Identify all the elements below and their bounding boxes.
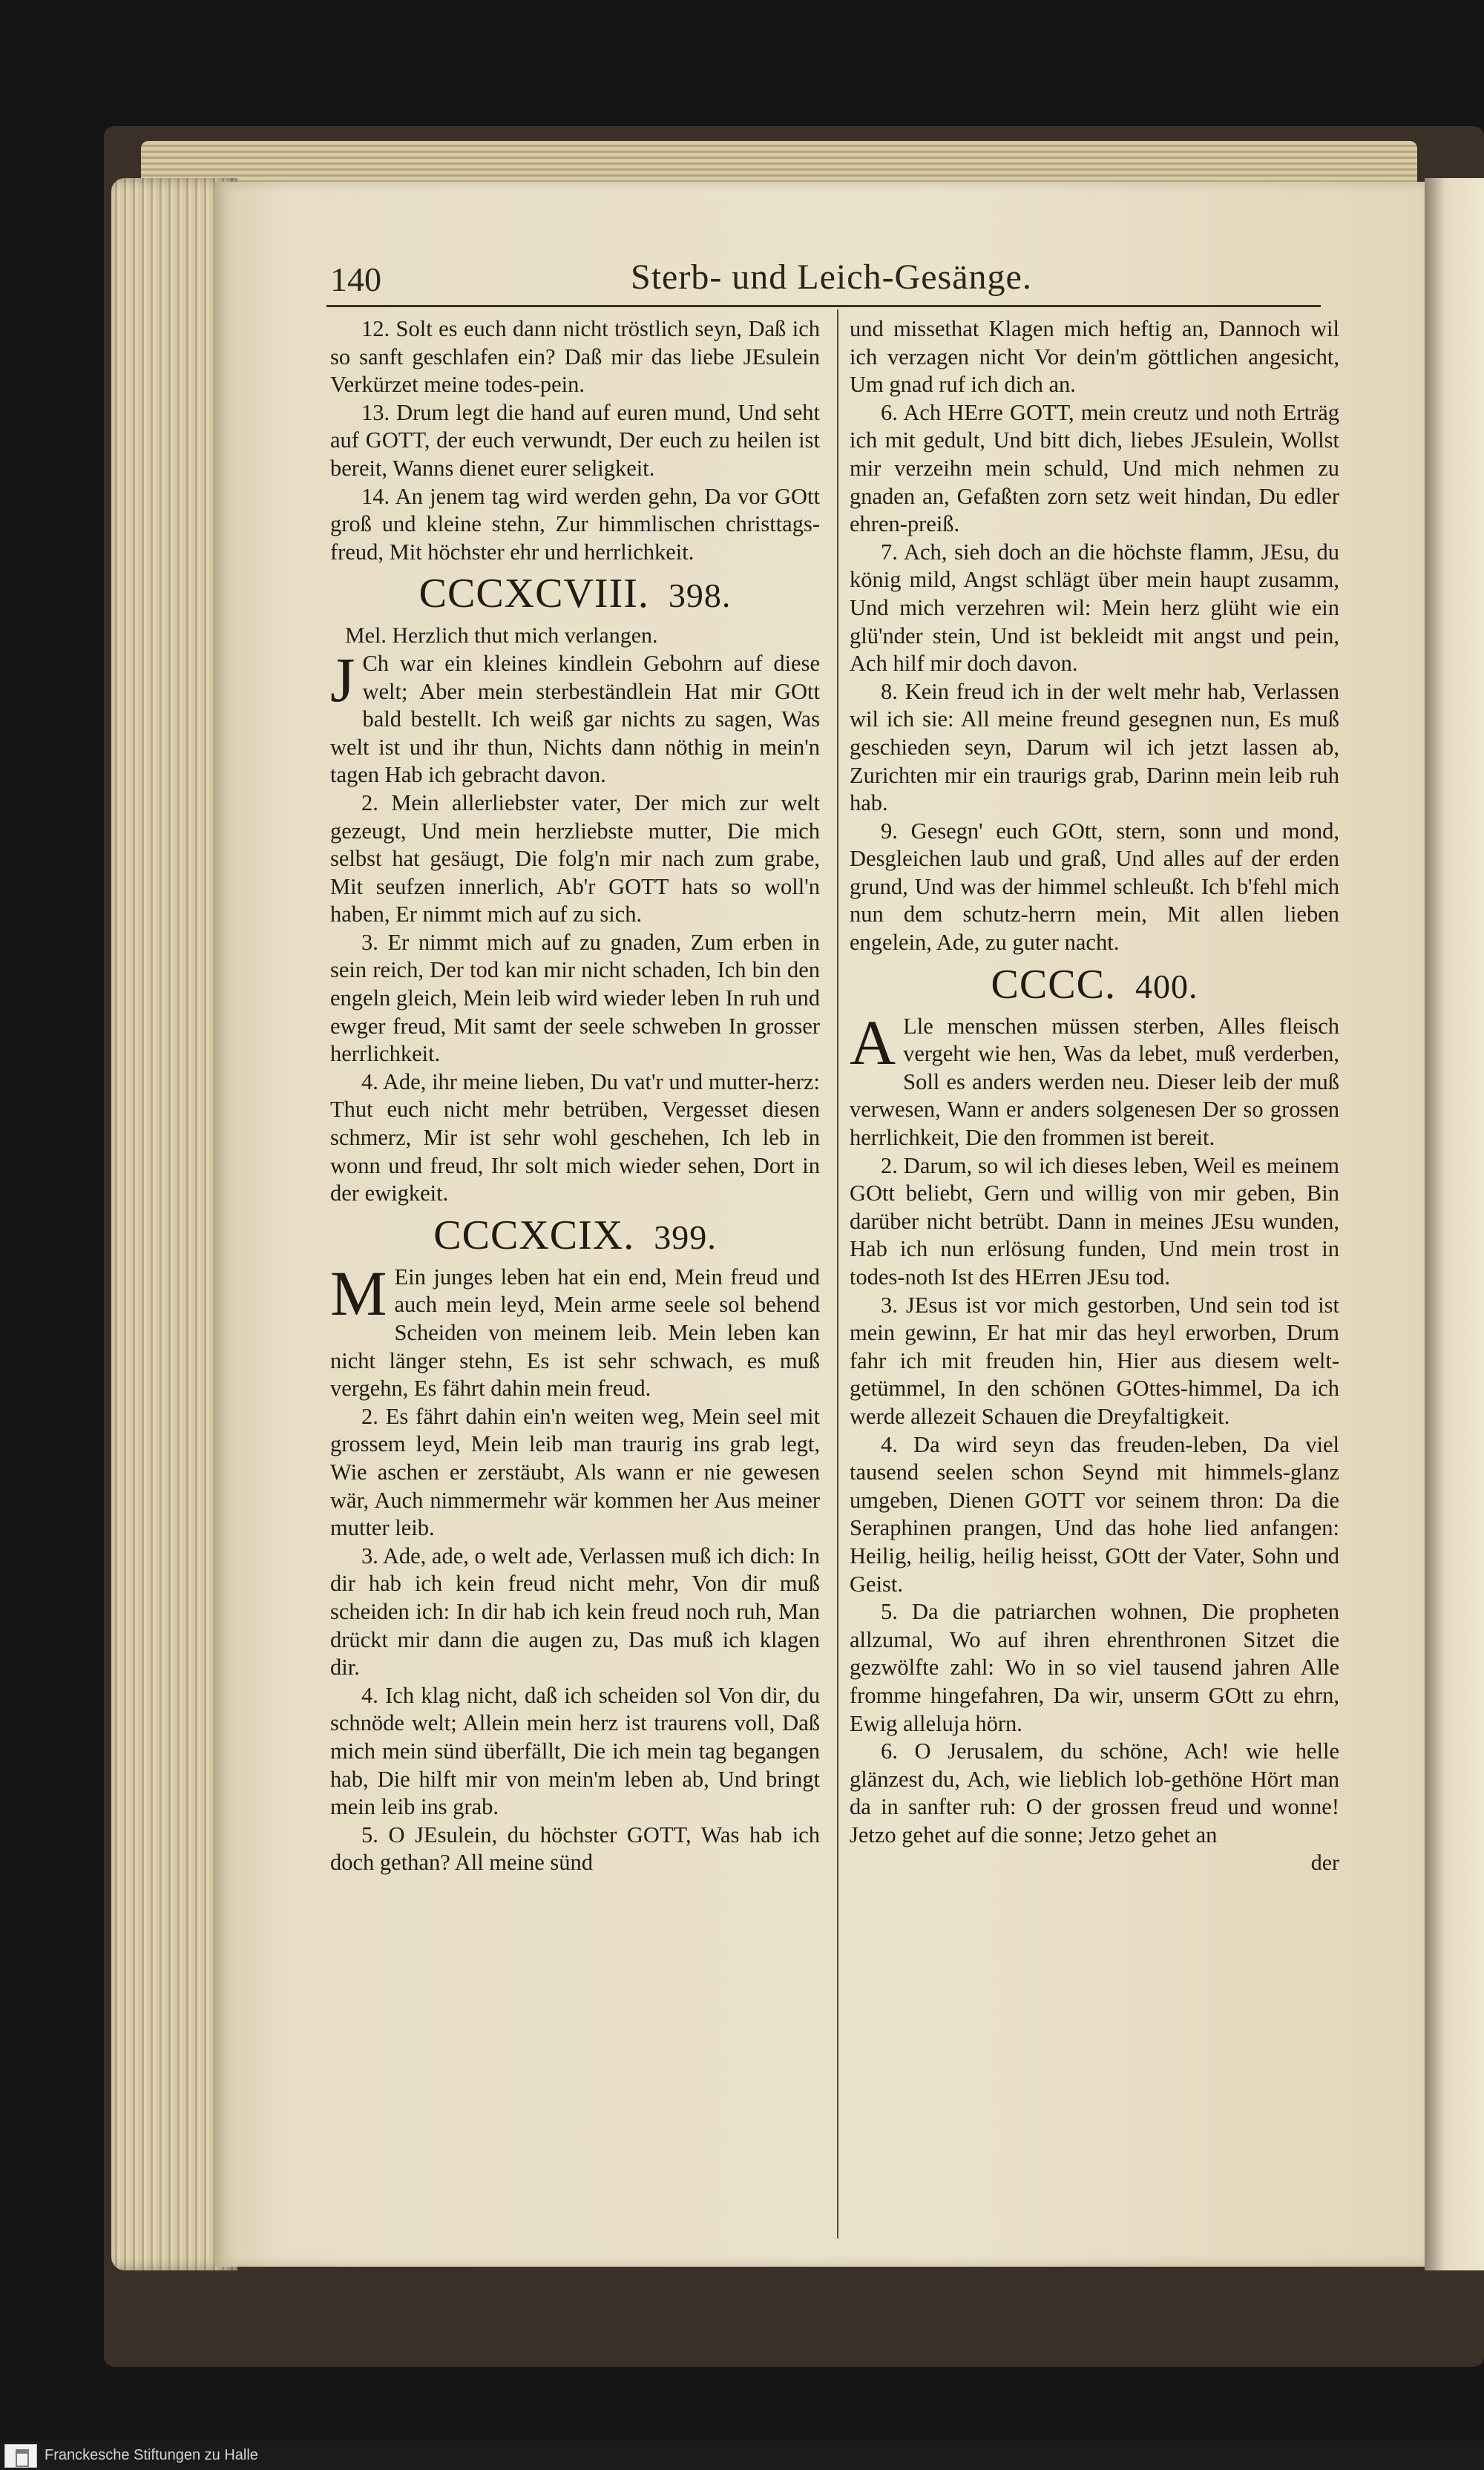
drop-cap: M (330, 1257, 387, 1329)
verse-13: 13. Drum legt die hand auf euren mund, Und seht auf GOTT, der euch verwundt, Der euch zu heilen ist bereit, Wanns dienet eurer seligkeit. (330, 399, 820, 481)
hymn-398-verse-3: 3. Er nimmt mich auf zu gnaden, Zum erben in sein reich, Der tod kan mir nicht schaden, Ich bin den engeln gleich, Mein leib wird wieder leben In ruh und ewger freud, Mit samt der seele schweben In grosser herrlichkeit. (330, 929, 820, 1067)
verse-12: 12. Solt es euch dann nicht tröstlich seyn, Daß ich so sanft geschlafen ein? Daß mir das liebe JEsulein Verkürzet meine todes-pein. (330, 316, 820, 398)
hymn-number-400 (850, 960, 1339, 1011)
hymn-400-verse-4: 4. Da wird seyn das freuden-leben, Da viel tausend seelen schon Seynd mit himmels-glanz umgeben, Dienen GOTT vor seinem thron: Da die Seraphinen prangen, Und das hohe lied anfangen: Heilig, heilig, heilig heisst, GOtt der Vater, Sohn und Geist. (850, 1431, 1339, 1597)
hymn-399-verse-3: 3. Ade, ade, o welt ade, Verlassen muß ich dich: In dir hab ich kein freud nicht mehr, Von dir muß scheiden ich: In dir hab ich kein freud noch ruh, Man drückt mir dann die augen zu, Das muß ich klagen dir. (330, 1543, 820, 1681)
hymn-399-verse-9: 9. Gesegn' euch GOtt, stern, sonn und mond, Desgleichen laub und graß, Und alles auf der erden grund, Und was der himmel schleußt. Ich b'fehl mich nun dem schutz-herrn mein, Mit allen lieben engelein, Ade, zu guter nacht. (850, 818, 1339, 956)
column-divider (837, 309, 838, 2239)
drop-cap: A (850, 1006, 896, 1078)
hymn-roman-numeral: CCCXCVIII. (418, 571, 649, 617)
hymn-roman-numeral: CCCC. (991, 961, 1116, 1008)
hymn-398-verse-1 (330, 643, 820, 789)
book-page (215, 182, 1425, 2267)
page-number: 140 (330, 260, 381, 298)
hymn-399-verse-2: 2. Es fährt dahin ein'n weiten weg, Mein seel mit grossem leyd, Mein leib man traurig ins grab legt, Wie aschen er zerstäubt, Als wann er nie gewesen wär, Auch nimmermehr wär kommen her Aus meiner mutter leib. (330, 1403, 820, 1541)
right-column (850, 315, 1339, 1877)
hymn-400-verse-2: 2. Darum, so wil ich dieses leben, Weil es meinem GOtt beliebt, Gern und willig von mir geben, Bin darüber nicht betrübt. Dann in meines JEsu wunden, Hab ich nun erlösung funden, Und mein trost in todes-noth Ist des HErren JEsu tod. (850, 1152, 1339, 1290)
melody-line: Mel. Herzlich thut mich verlangen. (345, 623, 658, 648)
hymn-roman-numeral: CCCXCIX. (433, 1212, 635, 1258)
hymn-399-verse-4: 4. Ich klag nicht, daß ich scheiden sol Von dir, du schnöde welt; Allein mein herz ist traurens voll, Daß mich mein sünd überfällt, Die ich mein tag begangen hab, Die hilft mir von mein'm leben ab, Und bringt mein leib ins grab. (330, 1682, 820, 1820)
hymn-398-verse-4: 4. Ade, ihr meine lieben, Du vat'r und mutter-herz: Thut euch nicht mehr betrüben, Vergesset diesen schmerz, Mir ist sehr wohl geschehen, Ich leb in wonn und freud, Ihr solt mich wieder sehen, Dort in der ewigkeit. (330, 1068, 820, 1206)
verse-text: Ch war ein kleines kindlein Gebohrn auf diese welt; Aber mein sterbeständlein Hat mir GOtt bald bestellt. Ich weiß gar nichts zu sagen, Was welt ist und ihr thun, Nichts dann nöthig in mein'n tagen Hab ich gebracht davon. (330, 650, 820, 788)
hymn-398-verse-2: 2. Mein allerliebster vater, Der mich zur welt gezeugt, Und mein herzliebste mutter, Die mich selbst hat gesäugt, Die folg'n mir nach zum grabe, Mit seufzen innerlich, Ab'r GOTT hats so woll'n haben, Er nimmt mich auf zu sich. (330, 789, 820, 927)
verse-text: Ein junges leben hat ein end, Mein freud und auch mein leyd, Mein arme seele sol behend Scheiden von meinem leib. Mein leben kan nicht länger stehn, Es ist sehr schwach, es muß vergehn, Es fährt dahin mein freud. (330, 1264, 820, 1402)
hymn-arabic-numeral: 398. (668, 577, 732, 615)
verse-14: 14. An jenem tag wird werden gehn, Da vor GOtt groß und kleine stehn, Zur himmlischen christtags-freud, Mit höchster ehr und herrlichkeit. (330, 483, 820, 565)
catchword-line (850, 1849, 1339, 1877)
right-page-edge (1425, 178, 1484, 2270)
footer-bar (0, 2441, 1484, 2470)
hymn-400-verse-6: 6. O Jerusalem, du schöne, Ach! wie helle glänzest du, Ach, wie lieblich lob-gethöne Hört man da in sanfter ruh: O der grossen freud und wonne! Jetzo gehet auf die sonne; Jetzo gehet an (850, 1738, 1339, 1847)
institution-credit: Franckesche Stiftungen zu Halle (45, 2447, 258, 2463)
left-column (330, 315, 820, 1877)
running-title: Sterb- und Leich-Gesänge. (631, 257, 1032, 297)
hymn-arabic-numeral: 400. (1135, 967, 1198, 1005)
hymn-400-verse-5: 5. Da die patriarchen wohnen, Die propheten allzumal, Wo auf ihren ehrenthronen Sitzet die gezwölfte zahl: Wo in so viel tausend jahren Alle fromme hingefahren, Da wir, unserm GOtt zu ehrn, Ewig alleluja hörn. (850, 1599, 1339, 1736)
hymn-number-398 (330, 569, 820, 620)
hymn-399-verse-7: 7. Ach, sieh doch an die höchste flamm, JEsu, du könig mild, Angst schlägt über mein haupt zusamm, Und mich verzehren wil: Mein herz glüht wie ein glü'nder stein, Und ist bekleidt mit angst und pein, Ach hilf mir doch davon. (850, 539, 1339, 677)
hymn-arabic-numeral: 399. (654, 1218, 717, 1256)
page-header (215, 257, 1425, 304)
catchword: der (1310, 1850, 1339, 1876)
verse-5-continued: und missethat Klagen mich heftig an, Dannoch wil ich verzagen nicht Vor dein'm göttlichen angesicht, Um gnad ruf ich dich an. (850, 316, 1339, 398)
drop-cap: J (330, 643, 355, 715)
hymn-399-verse-5: 5. O JEsulein, du höchster GOTT, Was hab ich doch gethan? All meine sünd (330, 1822, 820, 1876)
institution-logo-icon (4, 2444, 37, 2468)
verse-text: Lle menschen müssen sterben, Alles fleisch vergeht wie hen, Was da lebet, muß verderben, Soll es anders werden neu. Dieser leib der muß verwesen, Wann er anders solgenesen Der so grossen herrlichkeit, Die den frommen ist bereit. (850, 1013, 1339, 1151)
hymn-400-verse-3: 3. JEsus ist vor mich gestorben, Und sein tod ist mein gewinn, Er hat mir das heyl erworben, Drum fahr ich mit freuden hin, Hier aus diesem welt-getümmel, In den schönen GOttes-himmel, Da ich werde allezeit Schauen die Dreyfaltigkeit. (850, 1292, 1339, 1429)
header-rule (326, 305, 1321, 307)
hymn-number-399 (330, 1211, 820, 1262)
hymn-400-verse-1 (850, 1006, 1339, 1152)
hymn-399-verse-8: 8. Kein freud ich in der welt mehr hab, Verlassen wil ich sie: All meine freund gesegnen nun, Es muß geschieden seyn, Darum wil ich jetzt lassen ab, Zurichten mir ein traurigs grab, Darinn mein leib ruh hab. (850, 678, 1339, 816)
hymn-399-verse-1 (330, 1257, 820, 1403)
hymn-399-verse-6: 6. Ach HErre GOTT, mein creutz und noth Erträg ich mit gedult, Und bitt dich, liebes JEsulein, Wollst mir verzeihn mein schuld, Und mich nehmen zu gnaden an, Gefaßten zorn setz weit hindan, Du edler ehren-preiß. (850, 399, 1339, 537)
